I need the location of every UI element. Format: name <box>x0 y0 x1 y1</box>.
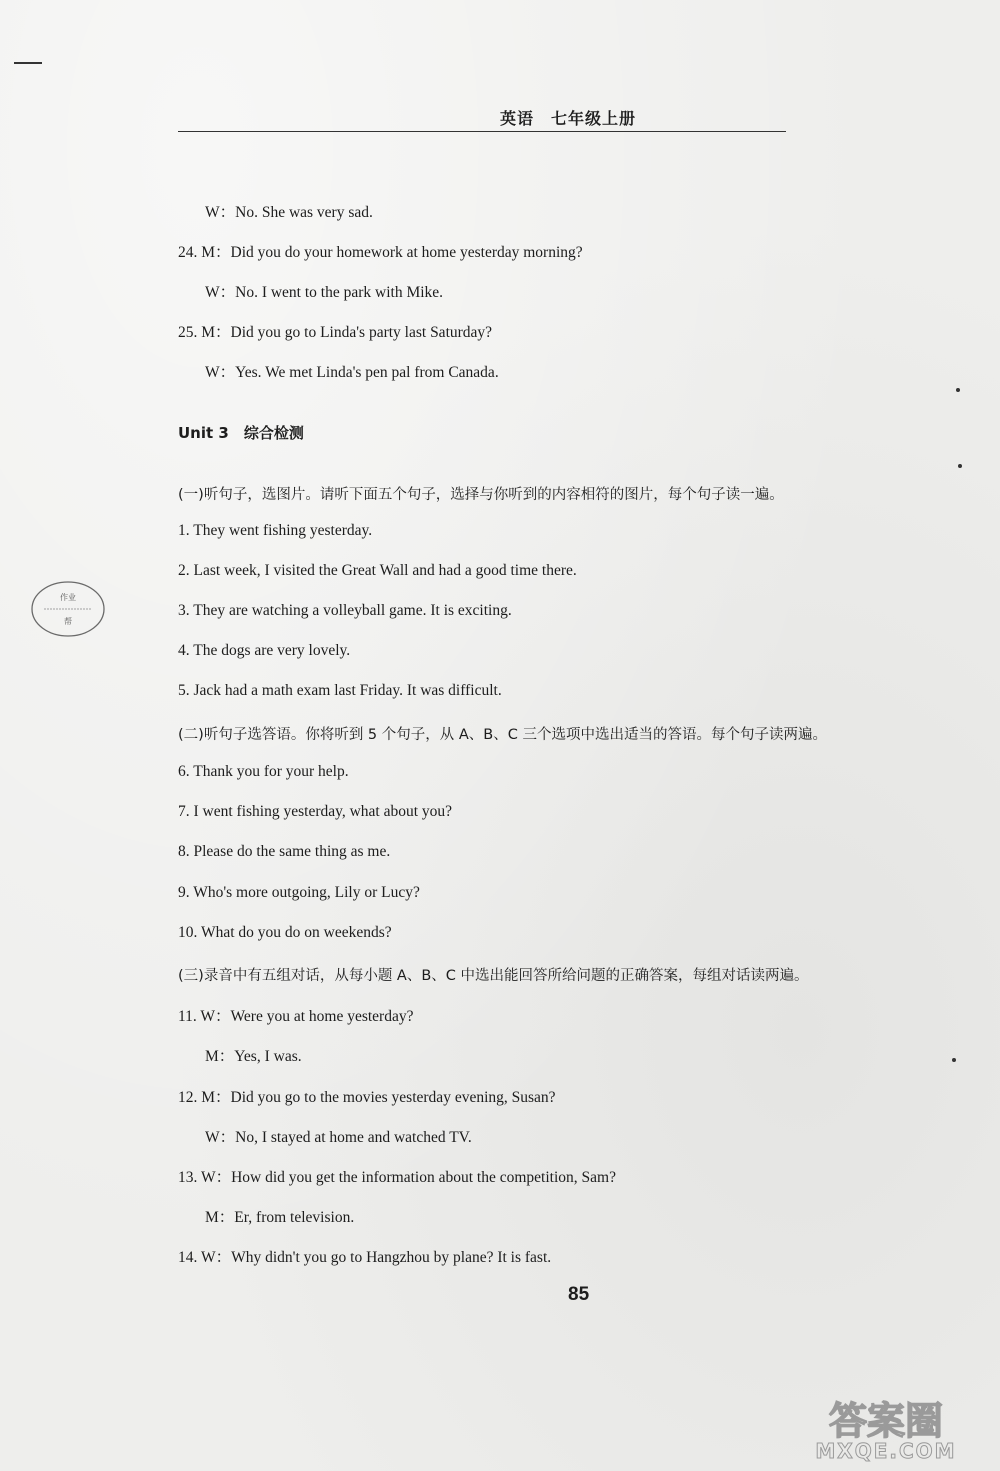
part1-instruction: (一)听句子，选图片。请听下面五个句子，选择与你听到的内容相符的图片，每个句子读一遍。 <box>178 487 784 503</box>
part2-item: 10. What do you do on weekends? <box>178 924 392 941</box>
dialogue-line: 24. M：Did you do your homework at home yesterday morning? <box>178 244 583 261</box>
header-rule <box>178 131 786 132</box>
dialogue-line: W：No. She was very sad. <box>205 204 373 221</box>
stamp-icon <box>28 578 108 640</box>
part3-item: 11. W：Were you at home yesterday? <box>178 1008 414 1025</box>
part3-instruction: (三)录音中有五组对话，从每小题 A、B、C 中选出能回答所给问题的正确答案，每组对话读两遍。 <box>178 968 809 984</box>
page-corner-mark <box>14 62 42 64</box>
part2-item: 6. Thank you for your help. <box>178 763 349 780</box>
part2-item: 9. Who's more outgoing, Lily or Lucy? <box>178 884 420 901</box>
dialogue-line: W：No. I went to the park with Mike. <box>205 284 444 301</box>
stamp-text: 作业 <box>60 593 76 602</box>
part1-item: 3. They are watching a volleyball game. It is exciting. <box>178 602 512 619</box>
header-title: 英语 七年级上册 <box>500 109 637 128</box>
part2-item: 8. Please do the same thing as me. <box>178 843 391 860</box>
stamp-text: 帮 <box>64 617 72 626</box>
page-number: 85 <box>568 1284 590 1305</box>
part3-item: W：No, I stayed at home and watched TV. <box>205 1129 472 1146</box>
unit-title: Unit 3 综合检测 <box>178 424 304 442</box>
part1-item: 1. They went fishing yesterday. <box>178 522 373 539</box>
part1-item: 2. Last week, I visited the Great Wall and had a good time there. <box>178 562 577 579</box>
part3-item: 13. W：How did you get the information about the competition, Sam? <box>178 1169 616 1186</box>
scan-speck <box>952 1058 956 1062</box>
part1-item: 5. Jack had a math exam last Friday. It was difficult. <box>178 682 502 699</box>
scan-speck <box>958 464 962 468</box>
part2-item: 7. I went fishing yesterday, what about you? <box>178 803 453 820</box>
dialogue-line: 25. M：Did you go to Linda's party last Saturday? <box>178 324 493 341</box>
dialogue-line: W：Yes. We met Linda's pen pal from Canada. <box>205 364 499 381</box>
watermark-text: 答案圈 <box>828 1399 944 1443</box>
part3-item: 12. M：Did you go to the movies yesterday evening, Susan? <box>178 1089 556 1106</box>
part2-instruction: (二)听句子选答语。你将听到 5 个句子，从 A、B、C 三个选项中选出适当的答语。每个句子读两遍。 <box>178 727 827 743</box>
scan-speck <box>956 388 960 392</box>
part1-item: 4. The dogs are very lovely. <box>178 642 351 659</box>
watermark-url: MXQE.COM <box>815 1439 957 1462</box>
part3-item: 14. W：Why didn't you go to Hangzhou by plane? It is fast. <box>178 1249 552 1266</box>
watermark-logo <box>776 1396 991 1462</box>
part3-item: M：Yes, I was. <box>205 1048 302 1065</box>
part3-item: M：Er, from television. <box>205 1209 355 1226</box>
